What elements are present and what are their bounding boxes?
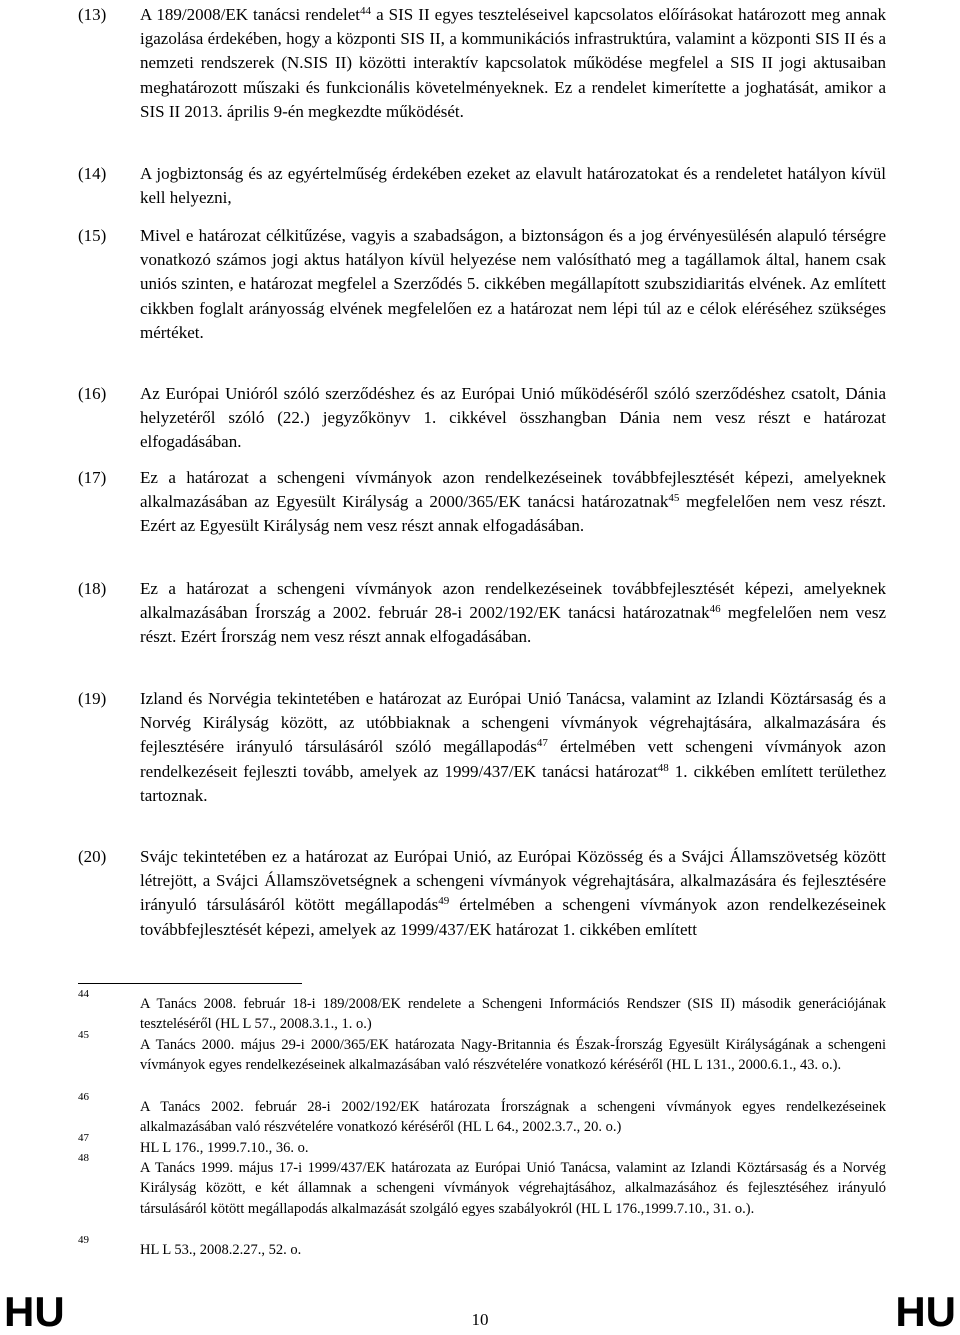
footnote-ref: 48 xyxy=(657,761,669,774)
paragraph-19 xyxy=(78,687,886,808)
paragraph-15 xyxy=(78,224,886,345)
page-number: 10 xyxy=(471,1310,489,1329)
paragraph-number: (20) xyxy=(78,847,107,866)
footnote-text: A Tanács 2000. május 29-i 2000/365/EK határozata Nagy-Britannia és Észak-Írország Egyesült Királyságának a schengeni vívmányok egyes rendelkezéseinek alkalmazásában való részvételére vonatkozó kéréséről (HL L 131., 2000.6.1., 43. o.). xyxy=(140,1037,886,1074)
footnote-text: A Tanács 1999. május 17-i 1999/437/EK határozata az Európai Unió Tanácsa, valamint az Izlandi Köztársaság és a Norvég Királyság között, e két államnak a schengeni vívmányok végrehajtásához, alkalmazásához és fejlesztéséhez irányuló társulásáról kötött megállapodás alkalmazását szolgáló egyes szabályokról (HL L 176.,1999.7.10., 31. o.). xyxy=(140,1160,886,1217)
footnote-text: HL L 53., 2008.2.27., 52. o. xyxy=(140,1242,302,1258)
footnote-47 xyxy=(78,1132,886,1158)
paragraph-number: (19) xyxy=(78,689,107,708)
paragraph-17 xyxy=(78,466,886,539)
footnote-46 xyxy=(78,1091,886,1138)
paragraph-18 xyxy=(78,577,886,650)
paragraph-number: (17) xyxy=(78,468,107,487)
footnote-48 xyxy=(78,1152,886,1219)
footnote-separator xyxy=(78,983,302,984)
footnote-text: HL L 176., 1999.7.10., 36. o. xyxy=(140,1140,309,1156)
paragraph-text: Svájc tekintetében ez a határozat az Európai Unió, az Európai Közösség és a Svájci Államszövetség között létrejött, a Svájci Államszövetségnek a schengeni vívmányok végrehajtására, alkalmazására és fejlesztésére irányuló társulásáról kötött megállapodás$^{49}$ értelmében a schengeni vívmányok azon rendelkezéseinek továbbfejlesztését képezi, amelyek az 1999/437/EK határozat 1. cikkében említett xyxy=(140,847,886,939)
paragraph-number: (18) xyxy=(78,579,107,598)
paragraph-text: Mivel e határozat célkitűzése, vagyis a szabadságon, a biztonságon és a jog érvényesülésén alapuló térségre vonatkozó számos jogi aktus hatályon kívül helyezése nem valósítható meg a tagállamok által, hanem csak uniós szinten, e határozat megfelel a Szerződés 5. cikkében megállapított szubszidiaritás elvének. Az említett cikkben foglalt arányosság elvének megfelelően ez a határozat nem lépi túl az e célok eléréséhez szükséges mértéket. xyxy=(140,226,886,342)
paragraph-text: Ez a határozat a schengeni vívmányok azon rendelkezéseinek továbbfejlesztését képezi, amelyeknek alkalmazásában Írország a 2002. február 28-i 2002/192/EK tanácsi határozatnak$^{46}$ megfelelően nem vesz részt. Ezért Írország nem vesz részt annak elfogadásában. xyxy=(140,579,887,647)
paragraph-text: Ez a határozat a schengeni vívmányok azon rendelkezéseinek továbbfejlesztését képezi, amelyeknek alkalmazásában az Egyesült Királyság a 2000/365/EK tanácsi határozatnak$^{45}$ megfelelően nem vesz részt. Ezért az Egyesült Királyság nem vesz részt annak elfogadásában. xyxy=(140,468,887,536)
footnote-ref: 44 xyxy=(360,5,372,17)
paragraph-text: Izland és Norvégia tekintetében e határozat az Európai Unió Tanácsa, valamint az Izlandi Köztársaság és a Norvég Királyság között, az utóbbiaknak a schengeni vívmányok végrehajtására, alkalmazására és fejlesztésére irányuló társulásáról szóló megállapodás$^{47}$ értelmében vett schengeni vívmányok azon rendelkezéseit fejleszti tovább, amelyek az 1999/437/EK tanácsi határozat$^{48}$ 1. cikkében említett területhez tartoznak. xyxy=(140,689,887,805)
footnote-ref: 45 xyxy=(668,492,680,505)
footnote-text: A Tanács 2008. február 18-i 189/2008/EK rendelete a Schengeni Információs Rendszer (SIS II) második generációjának teszteléséről (HL L 57., 2008.3.1., 1. o.) xyxy=(140,996,886,1033)
footnote-text: A Tanács 2002. február 28-i 2002/192/EK határozata Írországnak a schengeni vívmányok egyes rendelkezéseinek alkalmazásában való részvételére vonatkozó kéréséről (HL L 64., 2002.3.7., 20. o.) xyxy=(140,1099,886,1136)
footnote-mark: 45 xyxy=(78,1029,89,1041)
footnote-mark: 48 xyxy=(78,1152,89,1164)
language-code-left: HU xyxy=(4,1288,65,1335)
footnote-mark: 46 xyxy=(78,1091,89,1103)
footnote-mark: 49 xyxy=(78,1234,89,1246)
footnote-mark: 44 xyxy=(78,988,89,1000)
footnote-44 xyxy=(78,988,886,1035)
footnote-ref: 49 xyxy=(438,895,450,908)
paragraph-20 xyxy=(78,845,886,942)
paragraph-13 xyxy=(78,3,886,124)
paragraph-number: (15) xyxy=(78,226,107,245)
language-code-right: HU xyxy=(895,1288,956,1335)
footnote-49 xyxy=(78,1234,886,1260)
paragraph-number: (16) xyxy=(78,384,107,403)
paragraph-text: A 189/2008/EK tanácsi rendelet$^{44}$ a SIS II egyes teszteléseivel kapcsolatos előírásokat határozott meg annak igazolása érdekében, hogy a központi SIS II, a kommunikációs infrastruktúra, valamint a központi SIS II és a nemzeti rendszerek (N.SIS II) közötti interaktív kapcsolatok működése megfelel a SIS II jogi aktusaiban meghatározott műszaki és funkcionális követelményeknek. Ez a rendelet kimerítette a joghatását, amikor a SIS II 2013. április 9-én megkezdte működését. xyxy=(140,5,886,121)
paragraph-number: (13) xyxy=(78,5,107,24)
paragraph-text: Az Európai Unióról szóló szerződéshez és az Európai Unió működéséről szóló szerződéshez csatolt, Dánia helyzetéről szóló (22.) jegyzőkönyv 1. cikkével összhangban Dánia nem vesz részt e határozat elfogadásában. xyxy=(140,384,886,452)
paragraph-14 xyxy=(78,162,886,210)
paragraph-number: (14) xyxy=(78,164,107,183)
footnote-ref: 46 xyxy=(709,603,721,616)
footnote-ref: 47 xyxy=(536,737,548,750)
paragraph-text: A jogbiztonság és az egyértelműség érdekében ezeket az elavult határozatokat és a rendeletet hatályon kívül kell helyezni, xyxy=(140,164,886,208)
footnote-mark: 47 xyxy=(78,1132,89,1144)
footnote-45 xyxy=(78,1029,886,1076)
paragraph-16 xyxy=(78,382,886,455)
